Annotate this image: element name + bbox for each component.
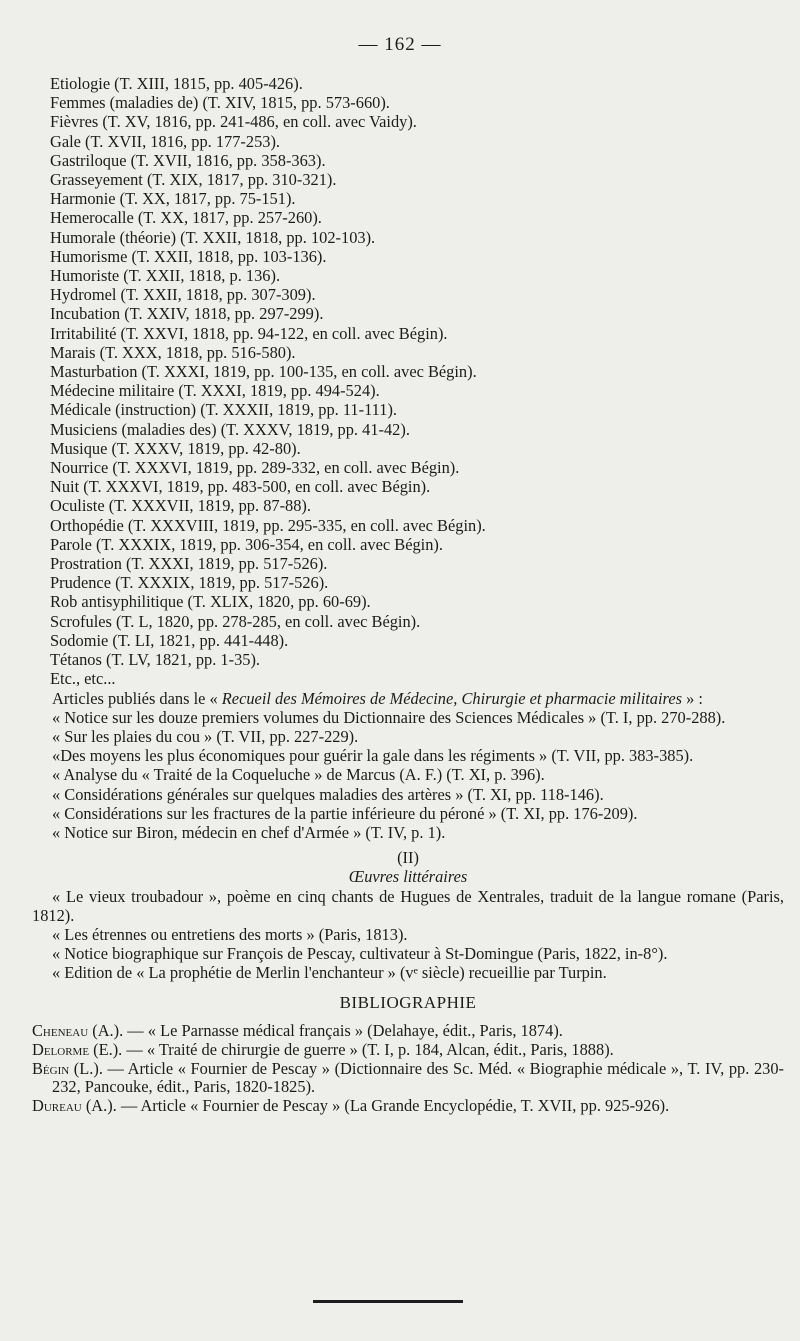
bibliography-title: BIBLIOGRAPHIE [339, 992, 477, 1012]
list-item: « Considérations générales sur quelques maladies des artères » (T. XI, pp. 118-146). [52, 784, 604, 804]
bibliography-entry [32, 1041, 784, 1059]
list-item: Musique (T. XXXV, 1819, pp. 42-80). [50, 438, 301, 458]
bibliography-author: Delorme [32, 1039, 90, 1059]
list-item: « Notice sur les douze premiers volumes du Dictionnaire des Sciences Médicales » (T. I, pp. 270-288). [52, 707, 726, 727]
bibliography-entry [32, 1060, 784, 1096]
section-title: Œuvres littéraires [348, 867, 468, 887]
bibliography-author: Cheneau [32, 1020, 89, 1040]
list-item: « Notice biographique sur François de Pescay, cultivateur à St-Domingue (Paris, 1822, in-8°). [52, 944, 668, 964]
list-item: « Analyse du « Traité de la Coqueluche » de Marcus (A. F.) (T. XI, p. 396). [52, 765, 545, 785]
list-item: Tétanos (T. LV, 1821, pp. 1-35). [50, 650, 261, 670]
list-item: Gale (T. XVII, 1816, pp. 177-253). [50, 131, 281, 151]
list-item: Humoriste (T. XXII, 1818, p. 136). [50, 266, 281, 286]
list-item: Humorale (théorie) (T. XXII, 1818, pp. 102-103). [50, 227, 376, 247]
list-item: Marais (T. XXX, 1818, pp. 516-580). [50, 342, 296, 362]
recueil-intro-after: » : [681, 688, 703, 708]
list-item: Prudence (T. XXXIX, 1819, pp. 517-526). [50, 573, 329, 593]
list-item: Parole (T. XXXIX, 1819, pp. 306-354, en coll. avec Bégin). [50, 534, 443, 554]
recueil-intro [32, 689, 784, 708]
bibliography-reference: (A.). — « Le Parnasse médical français » (Delahaye, édit., Paris, 1874). [88, 1020, 563, 1040]
list-item: Nourrice (T. XXXVI, 1819, pp. 289-332, en coll. avec Bégin). [50, 458, 460, 478]
list-item: Etc., etc... [50, 669, 116, 689]
list-item: « Notice sur Biron, médecin en chef d'Armée » (T. IV, p. 1). [52, 822, 446, 842]
list-item: «Des moyens les plus économiques pour guérir la gale dans les régiments » (T. VII, pp. 383-385). [52, 746, 694, 766]
list-item: Femmes (maladies de) (T. XIV, 1815, pp. 573-660). [50, 93, 390, 113]
recueil-intro-before: Articles publiés dans le « [52, 688, 222, 708]
list-item: Nuit (T. XXXVI, 1819, pp. 483-500, en coll. avec Bégin). [50, 477, 431, 497]
list-item: Musiciens (maladies des) (T. XXXV, 1819, pp. 41-42). [50, 419, 410, 439]
list-item: « Sur les plaies du cou » (T. VII, pp. 227-229). [52, 726, 359, 746]
recueil-journal-title: Recueil des Mémoires de Médecine, Chirurgie et pharmacie militaires [221, 688, 682, 708]
list-item: Masturbation (T. XXXI, 1819, pp. 100-135, en coll. avec Bégin). [50, 362, 477, 382]
bibliography-reference: (L.). — Article « Fournier de Pescay » (Dictionnaire des Sc. Méd. « Biographie médicale », T. IV, pp. 230-232, Pancouke, édit., Paris, 1820-1825). [52, 1058, 784, 1096]
list-item: Harmonie (T. XX, 1817, pp. 75-151). [50, 189, 296, 209]
list-item: Incubation (T. XXIV, 1818, pp. 297-299). [50, 304, 324, 324]
list-item: Etiologie (T. XIII, 1815, pp. 405-426). [50, 74, 303, 93]
dictionary-article-list [32, 74, 784, 689]
section-number: (II) [397, 848, 419, 868]
list-item: Scrofules (T. L, 1820, pp. 278-285, en coll. avec Bégin). [50, 611, 421, 631]
list-item: Hemerocalle (T. XX, 1817, pp. 257-260). [50, 208, 322, 228]
end-rule [313, 1300, 463, 1303]
list-item: Médicale (instruction) (T. XXXII, 1819, pp. 11-111). [50, 400, 397, 420]
list-item: Grasseyement (T. XIX, 1817, pp. 310-321). [50, 170, 337, 190]
list-item: Médecine militaire (T. XXXI, 1819, pp. 494-524). [50, 381, 380, 401]
list-item: Humorisme (T. XXII, 1818, pp. 103-136). [50, 246, 327, 266]
list-item: « Edition de « La prophétie de Merlin l'enchanteur » (vᵉ siècle) recueillie par Turpin. [52, 963, 607, 983]
list-item: Sodomie (T. LI, 1821, pp. 441-448). [50, 630, 289, 650]
list-item: « Les étrennes ou entretiens des morts » (Paris, 1813). [52, 924, 408, 944]
list-item: « Considérations sur les fractures de la partie inférieure du péroné » (T. XI, pp. 176-209). [52, 803, 638, 823]
list-item: Oculiste (T. XXXVII, 1819, pp. 87-88). [50, 496, 311, 516]
bibliography-entry [32, 1022, 784, 1040]
list-item: Orthopédie (T. XXXVIII, 1819, pp. 295-335, en coll. avec Bégin). [50, 515, 486, 535]
page-body [32, 74, 784, 1116]
list-item: Rob antisyphilitique (T. XLIX, 1820, pp. 60-69). [50, 592, 371, 612]
list-item: « Le vieux troubadour », poème en cinq chants de Hugues de Xentrales, traduit de la langue romane (Paris, 1812). [32, 886, 784, 925]
list-item: Gastriloque (T. XVII, 1816, pp. 358-363). [50, 150, 326, 170]
list-item: Fièvres (T. XV, 1816, pp. 241-486, en coll. avec Vaidy). [50, 112, 417, 132]
bibliography-reference: (E.). — « Traité de chirurgie de guerre » (T. I, p. 184, Alcan, édit., Paris, 1888). [89, 1039, 614, 1059]
list-item: Irritabilité (T. XXVI, 1818, pp. 94-122, en coll. avec Bégin). [50, 323, 448, 343]
bibliography-list [32, 1022, 784, 1115]
list-item: Hydromel (T. XXII, 1818, pp. 307-309). [50, 285, 316, 305]
bibliography-author: Bégin [32, 1058, 70, 1078]
bibliography-author: Dureau [32, 1095, 82, 1115]
bibliography-reference: (A.). — Article « Fournier de Pescay » (La Grande Encyclopédie, T. XVII, pp. 925-926). [81, 1095, 670, 1115]
page-number: — 162 — [358, 34, 442, 55]
list-item: Prostration (T. XXXI, 1819, pp. 517-526). [50, 554, 328, 574]
bibliography-entry [32, 1097, 784, 1115]
